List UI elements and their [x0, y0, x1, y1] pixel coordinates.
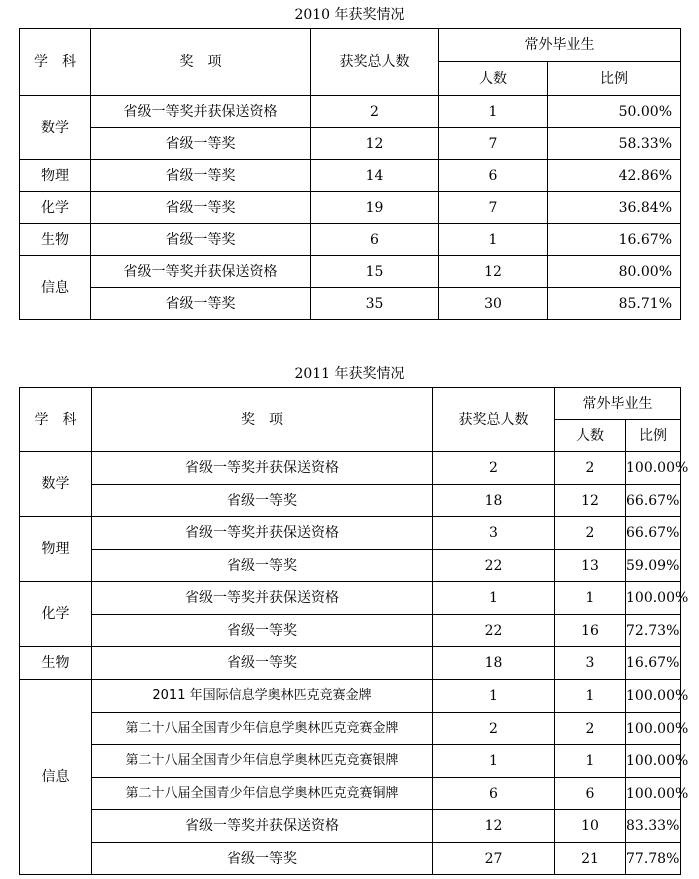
header-subject: 学 科	[20, 388, 92, 452]
total-cell: 19	[311, 192, 439, 224]
award-cell: 省级一等奖并获保送资格	[92, 810, 433, 843]
award-cell: 省级一等奖并获保送资格	[91, 256, 311, 288]
total-cell: 6	[433, 778, 555, 810]
award-cell: 第二十八届全国青少年信息学奥林匹克竞赛金牌	[92, 713, 433, 745]
award-cell: 省级一等奖	[91, 288, 311, 320]
count-cell: 12	[439, 256, 548, 288]
count-cell: 1	[555, 582, 626, 615]
ratio-cell: 85.71%	[548, 288, 681, 320]
total-cell: 14	[311, 160, 439, 192]
subject-cell: 生物	[20, 647, 92, 680]
header-graduates: 常外毕业生	[439, 29, 681, 62]
total-cell: 35	[311, 288, 439, 320]
count-cell: 16	[555, 615, 626, 647]
count-cell: 7	[439, 192, 548, 224]
ratio-cell: 16.67%	[548, 224, 681, 256]
subject-cell: 信息	[20, 256, 91, 320]
total-cell: 2	[433, 713, 555, 745]
table-row	[20, 550, 681, 582]
subject-cell: 生物	[20, 224, 91, 256]
count-cell: 6	[439, 160, 548, 192]
total-cell: 1	[433, 745, 555, 778]
table-row	[20, 96, 681, 128]
award-cell: 省级一等奖	[92, 647, 433, 680]
award-cell: 2011 年国际信息学奥林匹克竞赛金牌	[92, 680, 433, 713]
count-cell: 12	[555, 485, 626, 517]
header-total: 获奖总人数	[433, 388, 555, 452]
ratio-cell: 100.00%	[626, 778, 681, 810]
table-row	[20, 224, 681, 256]
table-row	[20, 256, 681, 288]
award-cell: 省级一等奖并获保送资格	[92, 582, 433, 615]
count-cell: 3	[555, 647, 626, 680]
subject-cell: 化学	[20, 192, 91, 224]
subject-cell: 化学	[20, 582, 92, 647]
count-cell: 1	[439, 96, 548, 128]
header-ratio: 比例	[626, 420, 681, 452]
total-cell: 12	[311, 128, 439, 160]
count-cell: 1	[555, 680, 626, 713]
count-cell: 1	[555, 745, 626, 778]
table-row	[20, 452, 681, 485]
ratio-cell: 100.00%	[626, 582, 681, 615]
count-cell: 21	[555, 843, 626, 875]
award-cell: 第二十八届全国青少年信息学奥林匹克竞赛银牌	[92, 745, 433, 778]
awards-table-2011	[19, 387, 689, 875]
header-award: 奖 项	[91, 29, 311, 96]
total-cell: 12	[433, 810, 555, 843]
count-cell: 1	[439, 224, 548, 256]
table-row	[20, 485, 681, 517]
ratio-cell: 77.78%	[626, 843, 681, 875]
table-row	[20, 615, 681, 647]
award-cell: 省级一等奖	[92, 485, 433, 517]
ratio-cell: 36.84%	[548, 192, 681, 224]
total-cell: 3	[433, 517, 555, 550]
table-row	[20, 778, 681, 810]
subject-cell: 物理	[20, 517, 92, 582]
award-cell: 省级一等奖	[91, 224, 311, 256]
table-row	[20, 517, 681, 550]
table-row	[20, 810, 681, 843]
count-cell: 2	[555, 517, 626, 550]
table-row	[20, 680, 681, 713]
header-graduates: 常外毕业生	[555, 388, 681, 420]
ratio-cell: 83.33%	[626, 810, 681, 843]
subject-cell: 物理	[20, 160, 91, 192]
table-row	[20, 128, 681, 160]
ratio-cell: 66.67%	[626, 485, 681, 517]
award-cell: 省级一等奖	[92, 843, 433, 875]
ratio-cell: 58.33%	[548, 128, 681, 160]
table-2011-title: 2011 年获奖情况	[294, 366, 405, 382]
header-ratio: 比例	[548, 62, 681, 96]
total-cell: 15	[311, 256, 439, 288]
subject-cell: 信息	[20, 680, 92, 875]
award-cell: 省级一等奖	[92, 615, 433, 647]
count-cell: 30	[439, 288, 548, 320]
header-total: 获奖总人数	[311, 29, 439, 96]
count-cell: 2	[555, 713, 626, 745]
subject-cell: 数学	[20, 452, 92, 517]
ratio-cell: 16.67%	[626, 647, 681, 680]
award-cell: 省级一等奖	[91, 192, 311, 224]
total-cell: 1	[433, 582, 555, 615]
count-cell: 6	[555, 778, 626, 810]
total-cell: 18	[433, 647, 555, 680]
ratio-cell: 100.00%	[626, 680, 681, 713]
table-row	[20, 843, 681, 875]
total-cell: 2	[311, 96, 439, 128]
total-cell: 2	[433, 452, 555, 485]
header-award: 奖 项	[92, 388, 433, 452]
table-row	[20, 647, 681, 680]
ratio-cell: 72.73%	[626, 615, 681, 647]
table-row	[20, 713, 681, 745]
award-cell: 省级一等奖	[92, 550, 433, 582]
award-cell: 省级一等奖并获保送资格	[92, 452, 433, 485]
award-cell: 第二十八届全国青少年信息学奥林匹克竞赛铜牌	[92, 778, 433, 810]
ratio-cell: 42.86%	[548, 160, 681, 192]
ratio-cell: 100.00%	[626, 745, 681, 778]
table-row	[20, 288, 681, 320]
award-cell: 省级一等奖	[91, 128, 311, 160]
header-subject: 学 科	[20, 29, 91, 96]
count-cell: 10	[555, 810, 626, 843]
table-row	[20, 160, 681, 192]
ratio-cell: 100.00%	[626, 452, 681, 485]
total-cell: 27	[433, 843, 555, 875]
table-row	[20, 582, 681, 615]
ratio-cell: 59.09%	[626, 550, 681, 582]
awards-table-2010	[19, 28, 681, 320]
header-count: 人数	[555, 420, 626, 452]
total-cell: 1	[433, 680, 555, 713]
ratio-cell: 50.00%	[548, 96, 681, 128]
ratio-cell: 100.00%	[626, 713, 681, 745]
award-cell: 省级一等奖并获保送资格	[91, 96, 311, 128]
table-row	[20, 745, 681, 778]
total-cell: 22	[433, 615, 555, 647]
ratio-cell: 80.00%	[548, 256, 681, 288]
count-cell: 2	[555, 452, 626, 485]
count-cell: 13	[555, 550, 626, 582]
award-cell: 省级一等奖并获保送资格	[92, 517, 433, 550]
total-cell: 6	[311, 224, 439, 256]
count-cell: 7	[439, 128, 548, 160]
total-cell: 18	[433, 485, 555, 517]
ratio-cell: 66.67%	[626, 517, 681, 550]
award-cell: 省级一等奖	[91, 160, 311, 192]
table-row	[20, 192, 681, 224]
total-cell: 22	[433, 550, 555, 582]
header-count: 人数	[439, 62, 548, 96]
table-2010-title: 2010 年获奖情况	[294, 7, 405, 23]
subject-cell: 数学	[20, 96, 91, 160]
